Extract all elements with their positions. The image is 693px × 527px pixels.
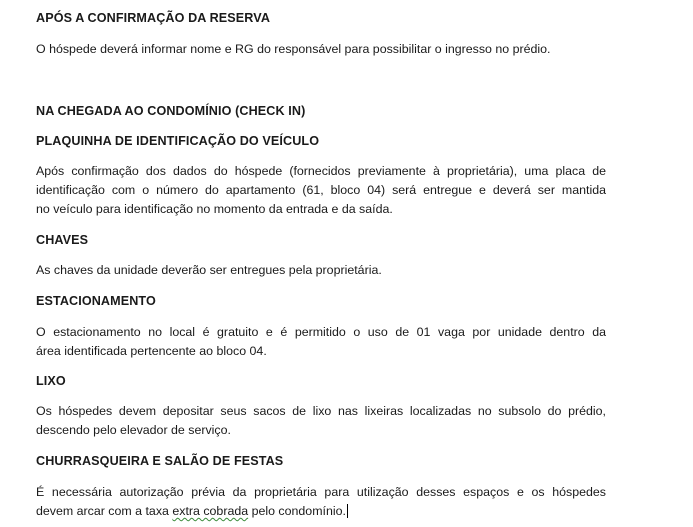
paragraph-plaquinha-line2: identificação com o número do apartamento (61, bloco 04) será entregue e deverá ser mantida	[36, 183, 606, 197]
heading-reserva: APÓS A CONFIRMAÇÃO DA RESERVA	[36, 11, 271, 25]
paragraph-plaquinha-line3: no veículo para identificação no momento da entrada e da saída.	[36, 202, 393, 216]
heading-lixo: LIXO	[36, 374, 66, 388]
paragraph-reserva-line1: O hóspede deverá informar nome e RG do responsável para possibilitar o ingresso no prédio.	[36, 42, 551, 56]
heading-churrasqueira: CHURRASQUEIRA E SALÃO DE FESTAS	[36, 454, 284, 468]
heading-checkin: NA CHEGADA AO CONDOMÍNIO (CHECK IN)	[36, 104, 306, 118]
paragraph-churrasqueira-line1: É necessária autorização prévia da proprietária para utilização desses espaços e os hóspedes	[36, 485, 606, 499]
heading-plaquinha: PLAQUINHA DE IDENTIFICAÇÃO DO VEÍCULO	[36, 134, 320, 148]
paragraph-lixo-line2: descendo pelo elevador de serviço.	[36, 423, 231, 437]
paragraph-estacionamento-line2: área identificada pertencente ao bloco 04.	[36, 344, 267, 358]
paragraph-estacionamento-line1: O estacionamento no local é gratuito e é permitido o uso de 01 vaga por unidade dentro da	[36, 325, 606, 339]
paragraph-plaquinha-line1: Após confirmação dos dados do hóspede (fornecidos previamente à proprietária), uma placa de	[36, 164, 606, 178]
text-cursor	[347, 504, 348, 518]
paragraph-lixo-line1: Os hóspedes devem depositar seus sacos de lixo nas lixeiras localizadas no subsolo do prédio,	[36, 404, 606, 418]
paragraph-chaves-line1: As chaves da unidade deverão ser entregues pela proprietária.	[36, 263, 382, 277]
paragraph-churrasqueira-line2-end: pelo condomínio.	[248, 504, 346, 518]
heading-chaves: CHAVES	[36, 233, 89, 247]
heading-estacionamento: ESTACIONAMENTO	[36, 294, 156, 308]
paragraph-churrasqueira-line2	[36, 502, 606, 521]
paragraph-churrasqueira-line2-start: devem arcar com a taxa	[36, 504, 173, 518]
spellcheck-flagged-text[interactable]: extra cobrada	[172, 504, 249, 518]
